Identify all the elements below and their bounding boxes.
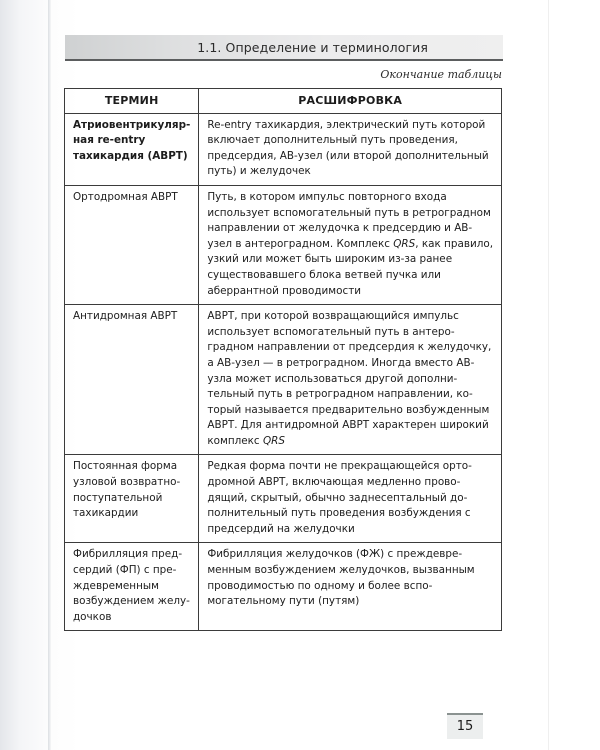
page-binding-edge: [48, 0, 51, 750]
definition-cell: Re-entry тахикардия, электрический путь которой включает дополнительный путь проведения, предсердия, АВ-узел (или второй дополнительный путь) и желудочек: [199, 113, 502, 185]
definition-italic-term: QRS: [393, 237, 416, 250]
term-cell: Постоянная форма узловой возвратно-поступательной тахикардии: [65, 455, 199, 543]
table-row: [65, 305, 502, 455]
table-row: [65, 543, 502, 631]
term-cell: Антидромная АВРТ: [65, 305, 199, 455]
definition-text: , как правило, узкий или может быть широким из-за ранее существовавшего блока ветвей пучка или аберрантной проводимости: [207, 237, 493, 297]
definition-text: Путь, в котором импульс повторного входа использует вспомогательный путь в ретроградном направлении от желудочка к предсердию и АВ-узел в антероградном. Комплекс: [207, 190, 491, 250]
table-header-row: [65, 89, 502, 114]
column-header-term: ТЕРМИН: [65, 89, 199, 114]
definition-cell: [199, 305, 502, 455]
definition-cell: Редкая форма почти не прекращающейся ортодромной АВРТ, включающая медленно проводящий, скрытый, обычно заднесептальный дополнительный путь проведения возбуждения с предсердий на желудочки: [199, 455, 502, 543]
term-cell: Атриовентрикулярная re-entry тахикардия (АВРТ): [65, 113, 199, 185]
terminology-table: [64, 88, 502, 631]
table-row: [65, 185, 502, 304]
section-title: 1.1. Определение и терминология: [197, 39, 428, 55]
definition-italic-term: QRS: [262, 434, 285, 447]
table-row: [65, 455, 502, 543]
term-cell: Фибрилляция предсердий (ФП) с преждевременным возбуждением желудочков: [65, 543, 199, 631]
definition-cell: [199, 185, 502, 304]
page-number: 15: [447, 713, 483, 739]
page-fold-line: [548, 0, 549, 750]
definition-text: АВРТ, при которой возвращающийся импульс использует вспомогательный путь в антероградном направлении от предсердия к желудочку, а АВ-узел — в ретроградном. Иногда вместо АВ-узла может использоваться другой дополнительный путь в ретроградном направлении, который называется предварительно возбужденным АВРТ. Для антидромной АВРТ характерен широкий комплекс: [207, 310, 492, 447]
running-header: [65, 35, 503, 61]
term-cell: Ортодромная АВРТ: [65, 185, 199, 304]
column-header-definition: РАСШИФРОВКА: [199, 89, 502, 114]
definition-cell: Фибрилляция желудочков (ФЖ) с преждевременным возбуждением желудочков, вызванным проводимостью по одному и более вспомогательному пути (путям): [199, 543, 502, 631]
table-caption: Окончание таблицы: [380, 68, 502, 81]
table-row: [65, 113, 502, 185]
